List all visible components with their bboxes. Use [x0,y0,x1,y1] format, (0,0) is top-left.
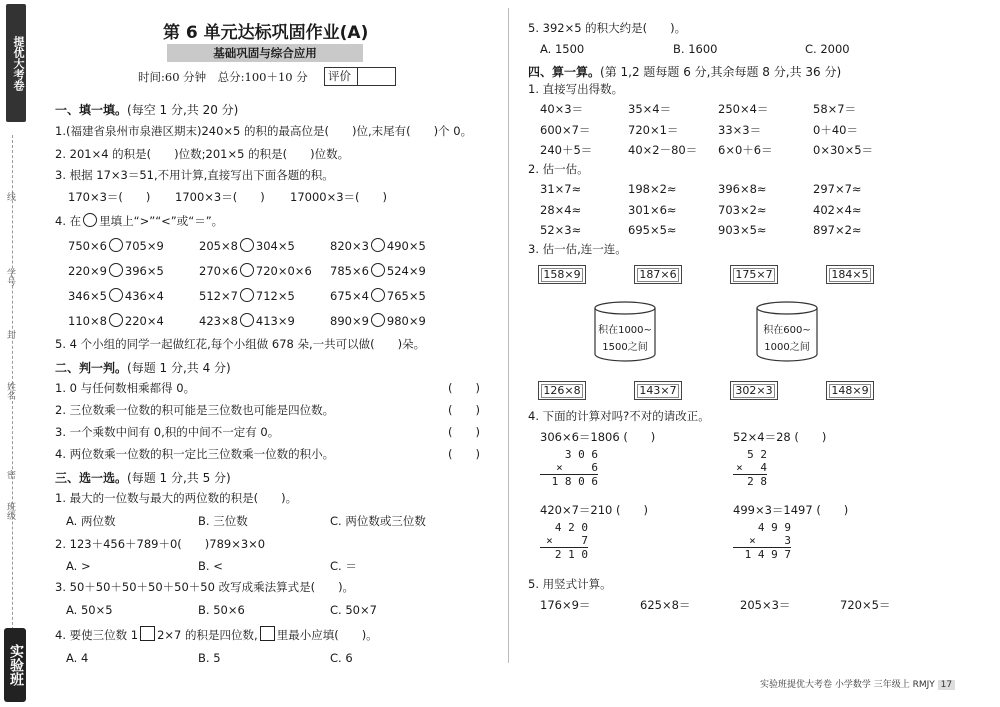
compare-circle-icon [83,213,97,227]
calc-q3: 3. 估一估,连一连。 [528,242,627,256]
match-box-top[interactable]: 187×6 [634,265,682,284]
seal-char-3: 密 [5,470,15,479]
column-divider [508,8,509,663]
choice-q2-option-c[interactable]: C. ＝ [330,559,357,573]
estimate-calc[interactable]: 198×2≈ [628,182,677,196]
vertical-calc-1: 3 0 6 × 6 1 8 0 6 [540,448,598,488]
estimate-calc[interactable]: 297×7≈ [813,182,862,196]
blank-square-icon [140,626,155,641]
direct-calc[interactable]: 40×2－80＝ [628,143,698,157]
match-box-bottom[interactable]: 302×3 [730,381,778,400]
compare-item[interactable]: 346×5 436×4 [68,289,164,303]
direct-calc[interactable]: 33×3＝ [718,123,762,137]
fill-q3a: 170×3＝( ) [68,190,151,204]
estimate-calc[interactable]: 897×2≈ [813,223,862,237]
check-item-1[interactable]: 306×6＝1806 ( ) [540,430,656,444]
compare-item[interactable]: 820×3 490×5 [330,239,426,253]
compare-item[interactable]: 423×8 413×9 [199,314,295,328]
cylinder-label-2: 积在600~ 1000之间 [763,325,811,353]
fill-q4: 4. 在 里填上“>”“<”或“＝”。 [55,214,224,228]
estimate-calc[interactable]: 903×5≈ [718,223,767,237]
estimate-calc[interactable]: 703×2≈ [718,203,767,217]
choice-q1: 1. 最大的一位数与最大的两位数的积是( )。 [55,491,298,505]
direct-calc[interactable]: 720×1＝ [628,123,679,137]
calc-q1: 1. 直接写出得数。 [528,82,624,96]
choice-q5-option-c[interactable]: C. 2000 [805,42,850,56]
compare-item[interactable]: 220×9 396×5 [68,264,164,278]
section-4-title: 四、算一算。(第 1,2 题每题 6 分,其余每题 8 分,共 36 分) [528,65,842,79]
brand-top: 提优大考卷 [6,4,26,122]
choice-q4: 4. 要使三位数 1 2×7 的积是四位数, 里最小应填( )。 [55,628,378,642]
brand-bottom: 实验班 [4,628,26,702]
direct-calc[interactable]: 40×3＝ [540,102,584,116]
calc-q2: 2. 估一估。 [528,162,589,176]
estimate-calc[interactable]: 301×6≈ [628,203,677,217]
choice-q4-option-b[interactable]: B. 5 [198,651,221,665]
choice-q2-option-b[interactable]: B. < [198,559,223,573]
choice-q1-option-c[interactable]: C. 两位数或三位数 [330,514,426,528]
seal-char-1: 线 [5,192,15,201]
judge-answer-paren[interactable]: ( ) [448,403,480,417]
section-2-title: 二、判一判。(每题 1 分,共 4 分) [55,361,231,375]
compare-item[interactable]: 750×6 705×9 [68,239,164,253]
compare-item[interactable]: 512×7 712×5 [199,289,295,303]
judge-q1: 1. 0 与任何数相乘都得 0。 [55,381,196,395]
vertical-calc-4: 4 9 9 × 3 1 4 9 7 [733,521,791,561]
estimate-calc[interactable]: 402×4≈ [813,203,862,217]
vertical-calc-item[interactable]: 205×3＝ [740,598,791,612]
direct-calc[interactable]: 0×30×5＝ [813,143,874,157]
compare-item[interactable]: 890×9 980×9 [330,314,426,328]
choice-q3: 3. 50＋50＋50＋50＋50＋50 改写成乘法算式是( )。 [55,580,355,594]
choice-q5-option-b[interactable]: B. 1600 [673,42,718,56]
fill-q2: 2. 201×4 的积是( )位数;201×5 的积是( )位数。 [55,147,350,161]
binding-spine [0,0,30,707]
compare-item[interactable]: 675×4 765×5 [330,289,426,303]
page-title: 第 6 单元达标巩固作业(A) [163,23,369,43]
estimate-calc[interactable]: 695×5≈ [628,223,677,237]
match-box-bottom[interactable]: 126×8 [538,381,586,400]
time-score: 时间:60 分钟 总分:100＋10 分 [138,70,308,84]
choice-q1-option-b[interactable]: B. 三位数 [198,514,248,528]
choice-q4-option-c[interactable]: C. 6 [330,651,353,665]
calc-q5: 5. 用竖式计算。 [528,577,612,591]
match-box-bottom[interactable]: 143×7 [634,381,682,400]
judge-q4: 4. 两位数乘一位数的积一定比三位数乘一位数的积小。 [55,447,335,461]
section-3-title: 三、选一选。(每题 1 分,共 5 分) [55,471,231,485]
direct-calc[interactable]: 600×7＝ [540,123,591,137]
match-box-top[interactable]: 175×7 [730,265,778,284]
choice-q3-option-a[interactable]: A. 50×5 [66,603,113,617]
fill-q3c: 17000×3＝( ) [290,190,388,204]
cylinder-label-1: 积在1000~ 1500之间 [598,325,652,353]
fill-q3: 3. 根据 17×3＝51,不用计算,直接写出下面各题的积。 [55,168,334,182]
judge-answer-paren[interactable]: ( ) [448,381,480,395]
choice-q5-option-a[interactable]: A. 1500 [540,42,585,56]
choice-q5: 5. 392×5 的积大约是( )。 [528,21,687,35]
fill-q5: 5. 4 个小组的同学一起做红花,每个小组做 678 朵,一共可以做( )朵。 [55,337,426,351]
section-banner: 基础巩固与综合应用 [167,44,363,62]
check-item-3[interactable]: 420×7＝210 ( ) [540,503,648,517]
section-1-title: 一、填一填。(每空 1 分,共 20 分) [55,103,239,117]
vertical-calc-item[interactable]: 625×8＝ [640,598,691,612]
choice-q3-option-b[interactable]: B. 50×6 [198,603,245,617]
judge-answer-paren[interactable]: ( ) [448,425,480,439]
seal-char-2: 封 [5,330,15,339]
check-item-4[interactable]: 499×3＝1497 ( ) [733,503,849,517]
choice-q1-option-a[interactable]: A. 两位数 [66,514,116,528]
fill-q1: 1.(福建省泉州市泉港区期末)240×5 的积的最高位是( )位,末尾有( )个 0。 [55,124,473,138]
match-box-top[interactable]: 158×9 [538,265,586,284]
vertical-calc-item[interactable]: 720×5＝ [840,598,891,612]
match-box-bottom[interactable]: 148×9 [826,381,874,400]
choice-q2-option-a[interactable]: A. > [66,559,91,573]
direct-calc[interactable]: 250×4＝ [718,102,769,116]
vertical-calc-2: 5 2 × 4 2 8 [733,448,767,488]
direct-calc[interactable]: 35×4＝ [628,102,672,116]
evaluation-box[interactable] [324,67,396,86]
direct-calc[interactable]: 240＋5＝ [540,143,593,157]
compare-item[interactable]: 110×8 220×4 [68,314,164,328]
label-student-id: 学号 [5,268,15,286]
direct-calc[interactable]: 6×0＋6＝ [718,143,773,157]
evaluation-label: 评价 [328,69,351,83]
choice-q2: 2. 123＋456＋789＋0( )789×3×0 [55,537,266,551]
direct-calc[interactable]: 0＋40＝ [813,123,858,137]
choice-q4-option-a[interactable]: A. 4 [66,651,89,665]
judge-q3: 3. 一个乘数中间有 0,积的中间不一定有 0。 [55,425,280,439]
page-number: 17 [938,680,955,690]
check-item-2[interactable]: 52×4＝28 ( ) [733,430,827,444]
compare-item[interactable]: 205×8 304×5 [199,239,295,253]
estimate-calc[interactable]: 31×7≈ [540,182,582,196]
vertical-calc-item[interactable]: 176×9＝ [540,598,591,612]
fill-q3b: 1700×3＝( ) [175,190,265,204]
compare-item[interactable]: 270×6 720×0×6 [199,264,312,278]
judge-q2: 2. 三位数乘一位数的积可能是三位数也可能是四位数。 [55,403,335,417]
label-class: 班级 [5,502,15,520]
estimate-calc[interactable]: 28×4≈ [540,203,582,217]
label-name: 姓名 [5,382,15,400]
compare-item[interactable]: 785×6 524×9 [330,264,426,278]
blank-square-icon [260,626,275,641]
calc-q4: 4. 下面的计算对吗?不对的请改正。 [528,409,710,423]
estimate-calc[interactable]: 52×3≈ [540,223,582,237]
match-box-top[interactable]: 184×5 [826,265,874,284]
vertical-calc-3: 4 2 0 × 7 2 1 0 [540,521,588,561]
direct-calc[interactable]: 58×7＝ [813,102,857,116]
estimate-calc[interactable]: 396×8≈ [718,182,767,196]
footer: 实验班提优大考卷 小学数学 三年级上 RMJY 17 [760,677,955,690]
judge-answer-paren[interactable]: ( ) [448,447,480,461]
choice-q3-option-c[interactable]: C. 50×7 [330,603,377,617]
